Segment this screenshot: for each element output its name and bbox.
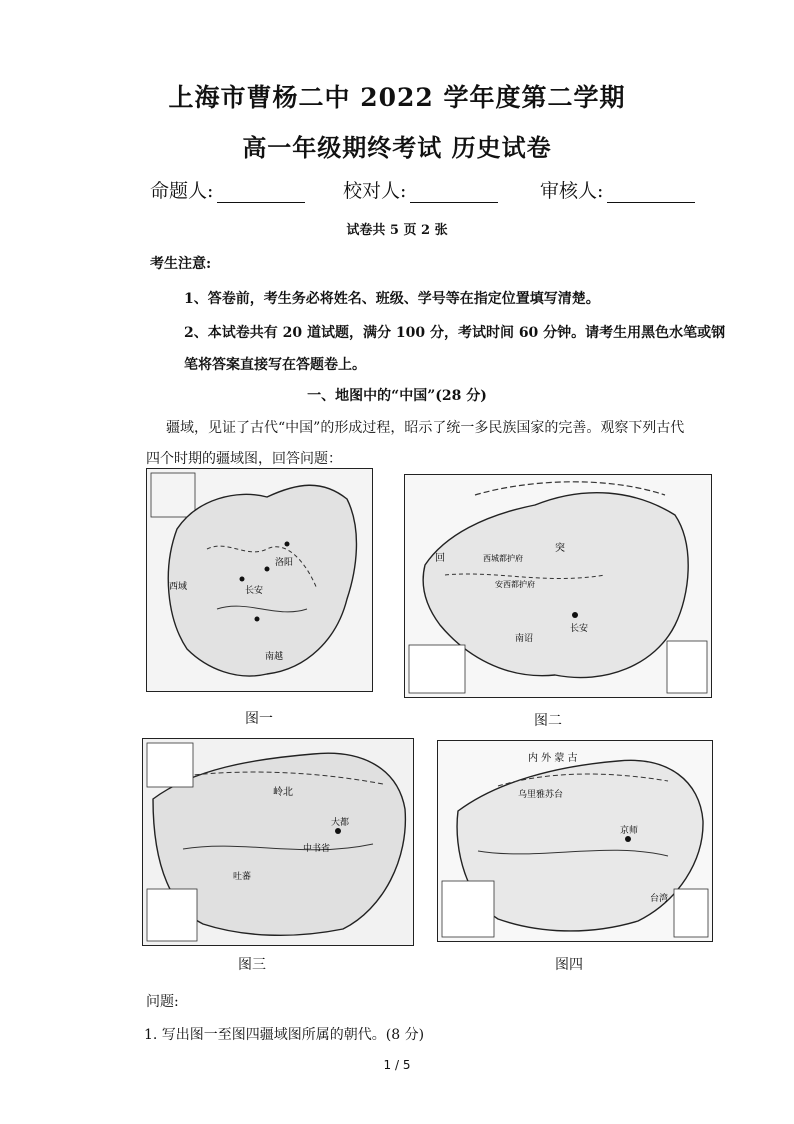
map2-label-4: 长安 bbox=[570, 624, 589, 634]
map4-label-3: 台湾 bbox=[650, 894, 669, 904]
map3-label-3: 吐蕃 bbox=[233, 872, 252, 882]
map-figure-3 bbox=[142, 738, 414, 946]
question-1: 1. 写出图一至图四疆域图所属的朝代。(8 分) bbox=[144, 1027, 425, 1043]
notice-item-2-line1: 2、本试卷共有 20 道试题，满分 100 分，考试时间 60 分钟。请考生用黑色水笔或钢 bbox=[184, 325, 726, 341]
map3-graphic bbox=[143, 739, 413, 945]
exam-title-line1: 上海市曹杨二中 2022 学年度第二学期 bbox=[168, 83, 626, 112]
map3-label-2: 大都 bbox=[331, 818, 350, 828]
map-figure-1 bbox=[146, 468, 373, 692]
notice-item-2-line2: 笔将答案直接写在答题卷上。 bbox=[184, 357, 366, 373]
section-heading: 一、地图中的“中国”(28 分) bbox=[307, 388, 487, 404]
map2-caption: 图二 bbox=[534, 713, 562, 729]
map1-label-0: 西域 bbox=[169, 582, 188, 592]
page-info: 试卷共 5 页 2 张 bbox=[346, 223, 448, 238]
page-number: 1 / 5 bbox=[383, 1058, 411, 1072]
map1-label-1: 南越 bbox=[265, 652, 284, 662]
reviewer-blank bbox=[607, 184, 695, 203]
map4-label-0: 内 外 蒙 古 bbox=[528, 753, 578, 764]
proofreader-label: 校对人: bbox=[343, 180, 407, 202]
map4-label-1: 乌里雅苏台 bbox=[518, 790, 564, 800]
setter-label: 命题人: bbox=[150, 180, 214, 202]
exam-title-line2: 高一年级期终考试 历史试卷 bbox=[242, 133, 552, 162]
map3-caption: 图三 bbox=[238, 957, 266, 973]
reviewer-field bbox=[540, 176, 695, 203]
section-intro-line2: 四个时期的疆域图，回答问题： bbox=[146, 451, 342, 467]
map1-label-2: 长安 bbox=[245, 586, 264, 596]
map-figure-4 bbox=[437, 740, 713, 942]
proofreader-blank bbox=[410, 184, 498, 203]
notice-item-1: 1、答卷前，考生务必将姓名、班级、学号等在指定位置填写清楚。 bbox=[184, 291, 600, 307]
map2-label-3: 安西都护府 bbox=[495, 580, 535, 589]
questions-heading: 问题: bbox=[146, 994, 179, 1010]
map1-caption: 图一 bbox=[245, 711, 273, 727]
setter-blank bbox=[217, 184, 305, 203]
map2-label-0: 突 bbox=[555, 543, 565, 554]
notice-heading: 考生注意: bbox=[150, 256, 212, 272]
map3-label-0: 岭北 bbox=[273, 787, 293, 798]
map4-caption: 图四 bbox=[555, 957, 583, 973]
map4-label-2: 京师 bbox=[620, 826, 639, 836]
reviewer-label: 审核人: bbox=[540, 180, 604, 202]
map1-label-3: 洛阳 bbox=[275, 558, 294, 568]
map2-graphic bbox=[405, 475, 711, 697]
map-figure-2 bbox=[404, 474, 712, 698]
map3-label-1: 中书省 bbox=[303, 844, 331, 854]
setter-field bbox=[150, 176, 305, 203]
map2-label-2: 西城都护府 bbox=[483, 554, 523, 563]
section-intro-line1: 疆域，见证了古代“中国”的形成过程，昭示了统一多民族国家的完善。观察下列古代 bbox=[166, 420, 685, 436]
proofreader-field bbox=[343, 176, 498, 203]
map2-label-1: 回 bbox=[435, 553, 445, 564]
map1-graphic bbox=[147, 469, 372, 691]
map4-graphic bbox=[438, 741, 712, 941]
map2-label-5: 南诏 bbox=[515, 634, 534, 644]
